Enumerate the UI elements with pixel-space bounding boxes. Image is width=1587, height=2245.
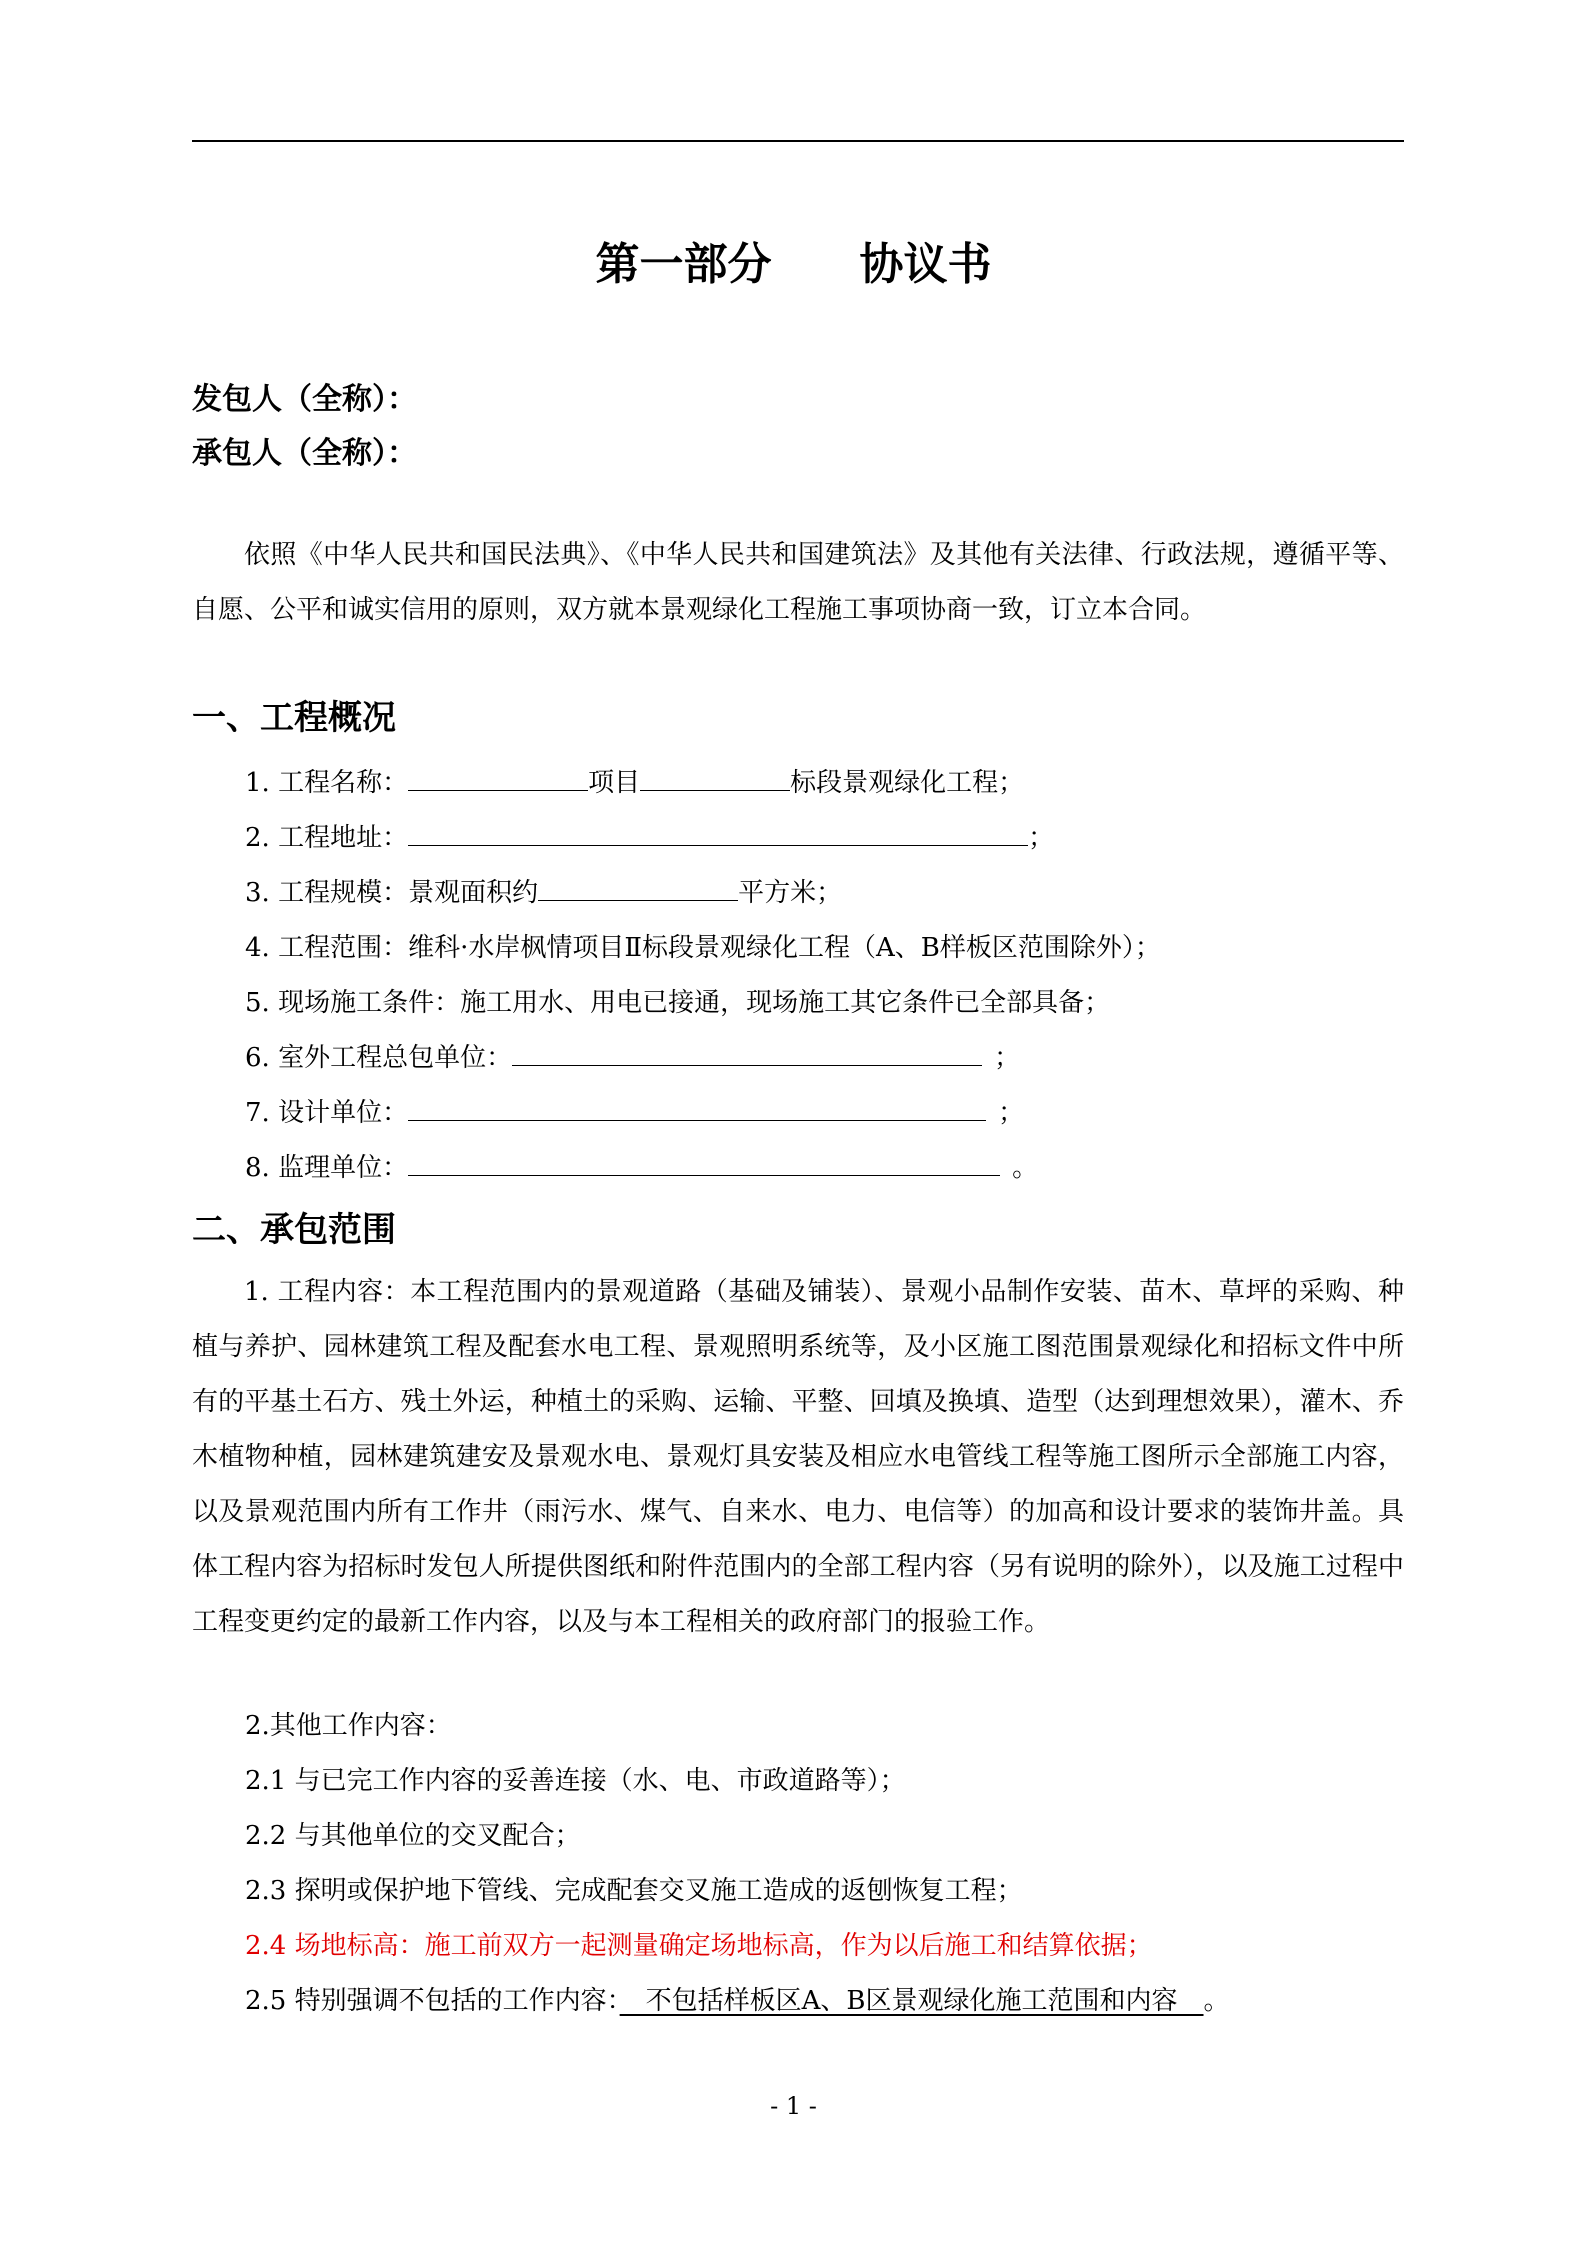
general-contractor-blank xyxy=(512,1039,982,1066)
supervision-unit-blank xyxy=(408,1149,1000,1176)
item-project-name-label: 1. 工程名称： xyxy=(245,768,409,798)
other-work-2-5-end: 。 xyxy=(1203,1986,1230,2016)
project-area-blank xyxy=(538,874,738,901)
item-supervision-unit xyxy=(245,1147,1038,1184)
other-work-2-4 xyxy=(245,1925,1153,1962)
employer-label: 发包人（全称）： xyxy=(192,382,417,417)
project-address-blank xyxy=(408,819,1028,846)
design-unit-blank xyxy=(408,1094,986,1121)
page-number: - 1 - xyxy=(770,2092,817,2120)
item-design-unit-label: 7. 设计单位： xyxy=(245,1098,409,1128)
other-work-2-1: 2.1 与已完工作内容的妥善连接（水、电、市政道路等）； xyxy=(245,1766,906,1796)
item-general-contractor-end: ； xyxy=(994,1043,1021,1073)
item-supervision-unit-label: 8. 监理单位： xyxy=(245,1153,409,1183)
other-work-heading: 2.其他工作内容： xyxy=(245,1711,452,1741)
section-no-blank xyxy=(640,764,790,791)
excluded-work-underlined: 不包括样板区A、B区景观绿化施工范围和内容 xyxy=(619,1986,1204,2016)
item-project-scale-end: 平方米； xyxy=(738,878,843,908)
section-1-title: 一、工程概况 xyxy=(192,698,396,738)
item-project-scope: 4. 工程范围：维科·水岸枫情项目Ⅱ标段景观绿化工程（A、B样板区范围除外）； xyxy=(245,933,1161,963)
item-project-address xyxy=(245,817,1054,854)
section-2-title: 二、承包范围 xyxy=(192,1210,396,1250)
item-site-conditions: 5. 现场施工条件：施工用水、用电已接通，现场施工其它条件已全部具备； xyxy=(245,988,1111,1018)
intro-paragraph: 依照《中华人民共和国民法典》、《中华人民共和国建筑法》及其他有关法律、行政法规，遵循平等、自愿、公平和诚实信用的原则，双方就本景观绿化工程施工事项协商一致，订立本合同。 xyxy=(192,540,1404,625)
contractor-label: 承包人（全称）： xyxy=(192,436,417,471)
other-work-2-2: 2.2 与其他单位的交叉配合； xyxy=(245,1821,581,1851)
item-project-name-mid: 项目 xyxy=(588,768,641,798)
item-supervision-unit-end: 。 xyxy=(1012,1153,1039,1183)
other-work-2-5 xyxy=(245,1980,1230,2017)
item-project-scale-label: 3. 工程规模：景观面积约 xyxy=(245,878,539,908)
item-general-contractor xyxy=(245,1037,1020,1074)
other-work-2-4-text: 场地标高：施工前双方一起测量确定场地标高，作为以后施工和结算依据； xyxy=(294,1931,1153,1961)
header-rule xyxy=(192,140,1404,142)
document-title: 第一部分 协议书 xyxy=(595,239,992,290)
scope-work-content-paragraph: 1. 工程内容：本工程范围内的景观道路（基础及铺装）、景观小品制作安装、苗木、草坪的采购、种植与养护、园林建筑工程及配套水电工程、景观照明系统等，及小区施工图范围景观绿化和招标文件中所有的平基土石方、残土外运，种植土的采购、运输、平整、回填及换填、造型（达到理想效果），灌木、乔木植物种植，园林建筑建安及景观水电、景观灯具安装及相应水电管线工程等施工图所示全部施工内容，以及景观范围内所有工作井（雨污水、煤气、自来水、电力、电信等）的加高和设计要求的装饰井盖。具体工程内容为招标时发包人所提供图纸和附件范围内的全部工程内容（另有说明的除外），以及施工过程中工程变更约定的最新工作内容，以及与本工程相关的政府部门的报验工作。 xyxy=(192,1277,1404,1637)
item-design-unit-end: ； xyxy=(998,1098,1025,1128)
item-general-contractor-label: 6. 室外工程总包单位： xyxy=(245,1043,513,1073)
item-project-address-end: ； xyxy=(1028,823,1055,853)
item-project-name-end: 标段景观绿化工程； xyxy=(790,768,1025,798)
other-work-2-5-label: 2.5 特别强调不包括的工作内容： xyxy=(245,1986,620,2016)
other-work-2-4-number: 2.4 xyxy=(245,1931,295,1961)
project-name-blank xyxy=(408,764,588,791)
item-project-scale xyxy=(245,872,842,909)
item-project-name xyxy=(245,762,1024,799)
item-design-unit xyxy=(245,1092,1024,1129)
other-work-2-3: 2.3 探明或保护地下管线、完成配套交叉施工造成的返刨恢复工程； xyxy=(245,1876,1023,1906)
item-project-address-label: 2. 工程地址： xyxy=(245,823,409,853)
